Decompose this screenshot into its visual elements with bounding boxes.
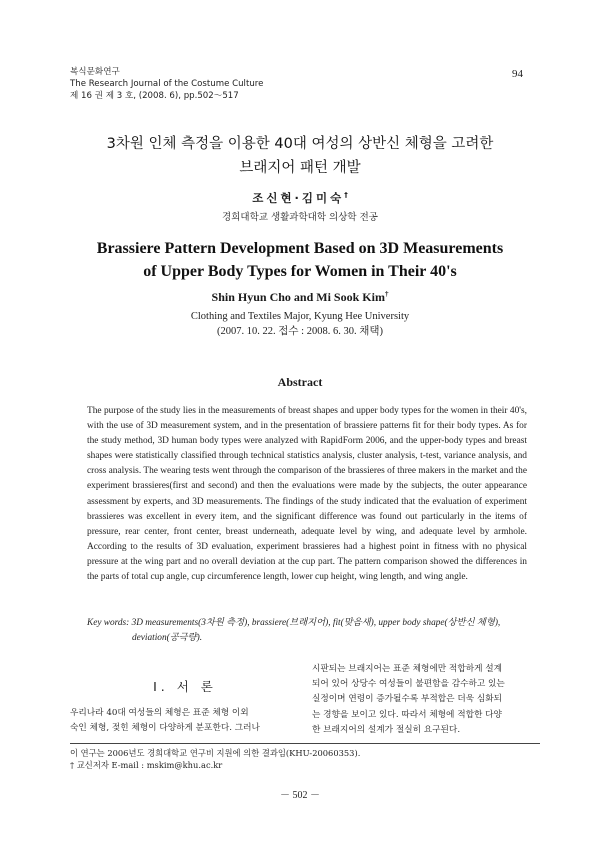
body-line: 한 브래지어의 설계가 절실히 요구된다. [312, 724, 461, 735]
journal-name-en: The Research Journal of the Costume Culture [70, 79, 264, 89]
body-line: 되어 있어 상당수 여성들이 불편함을 감수하고 있는 [312, 679, 505, 690]
volume-info: 제 16 권 제 3 호, (2008. 6), pp.502～517 [70, 91, 239, 101]
journal-name-ko: 복식문화연구 [70, 67, 120, 77]
received-accepted-dates: (2007. 10. 22. 접수 : 2008. 6. 30. 채택) [217, 326, 383, 337]
title-english-line1: Brassiere Pattern Development Based on 3D Measurements [96, 240, 504, 257]
keywords [87, 616, 527, 646]
affiliation-english-line1: Clothing and Textiles Major, Kyung Hee University [190, 311, 410, 322]
title-korean-line2: 브래지어 패턴 개발 [239, 160, 361, 176]
keywords-line2: deviation(공극량). [132, 633, 203, 643]
section-heading-introduction: Ⅰ. 서 론 [153, 679, 217, 694]
body-line: 실정이며 연령이 증가될수록 부적합은 더욱 심화되 [312, 694, 503, 705]
title-korean [0, 132, 600, 180]
body-line: 는 경향을 보이고 있다. 따라서 체형에 적합한 다양 [312, 709, 502, 720]
authors-korean [0, 190, 600, 206]
corresponding-mark-en: † [384, 290, 389, 298]
footnote-divider [70, 743, 540, 744]
abstract-heading: Abstract [277, 375, 323, 389]
body-column-right [312, 662, 542, 738]
title-english [0, 237, 600, 283]
authors-english [0, 290, 600, 305]
page-number-footer: － 502 － [280, 790, 320, 801]
authors-korean-names: 조신현·김미숙 [252, 191, 345, 205]
authors-english-names: Shin Hyun Cho and Mi Sook Kim [211, 290, 385, 304]
affiliation-english [0, 309, 600, 339]
page-number-top: 94 [512, 68, 523, 80]
keywords-line1: Key words: 3D measurements(3차원 측정), brassiere(브래지어), fit(맞음새), upper body shape(상반신 체형), [87, 618, 501, 628]
body-line: 숙인 체형, 젖힌 체형이 다양하게 분포한다. 그러나 [70, 723, 260, 734]
journal-header [70, 66, 263, 102]
title-korean-line1: 3차원 인체 측정을 이용한 40대 여성의 상반신 체형을 고려한 [106, 136, 494, 152]
body-column-left [70, 706, 295, 737]
title-english-line2: of Upper Body Types for Women in Their 40's [143, 263, 457, 280]
corresponding-mark: † [344, 191, 348, 200]
body-line: 우리나라 40대 여성들의 체형은 표준 체형 이외 [70, 708, 249, 718]
body-line: 시판되는 브래지어는 표준 체형에만 적합하게 설계 [312, 664, 503, 674]
footnote-corresponding-author: † 교신저자 E-mail : mskim@khu.ac.kr [70, 760, 223, 770]
footnotes [70, 747, 360, 771]
abstract-body: The purpose of the study lies in the measurements of breast shapes and upper body types for the women in their 40's, with the use of 3D measurement system, and in the presentation of brassiere patterns fit for their body types. As for the study method, 3D human body types were analyzed with RapidForm 2006, and the upper-body types and breast shapes were statistically classified through technical statistics analysis, cluster analysis, t-test, variance analysis, and cross analysis. The wearing tests went through the comparison of the brassieres of three makers in the market and the experiment brassieres(first and second) and then the evaluations were made by the subjects, the outer appearance assessment by experts, and 3D measurements. The findings of the study indicated that the evaluation of experiment brassieres was excellent in every item, and the significant difference was found out particularly in the items of pressure, rear center, front center, breast underneath, adequate level by wing, and adequate level by armhole. According to the results of 3D evaluation, experiment brassieres had a highest point in fitness with no physical pressure at the wing part and no overall deviation at the cup part. The pattern comparison showed the differences in the parts of total cup angle, cup circumference length, lower cup height, wing length, and wing angle. [87, 406, 527, 583]
footnote-funding: 이 연구는 2006년도 경희대학교 연구비 지원에 의한 결과임(KHU-20060353). [70, 748, 361, 758]
affiliation-korean: 경희대학교 생활과학대학 의상학 전공 [222, 212, 378, 223]
